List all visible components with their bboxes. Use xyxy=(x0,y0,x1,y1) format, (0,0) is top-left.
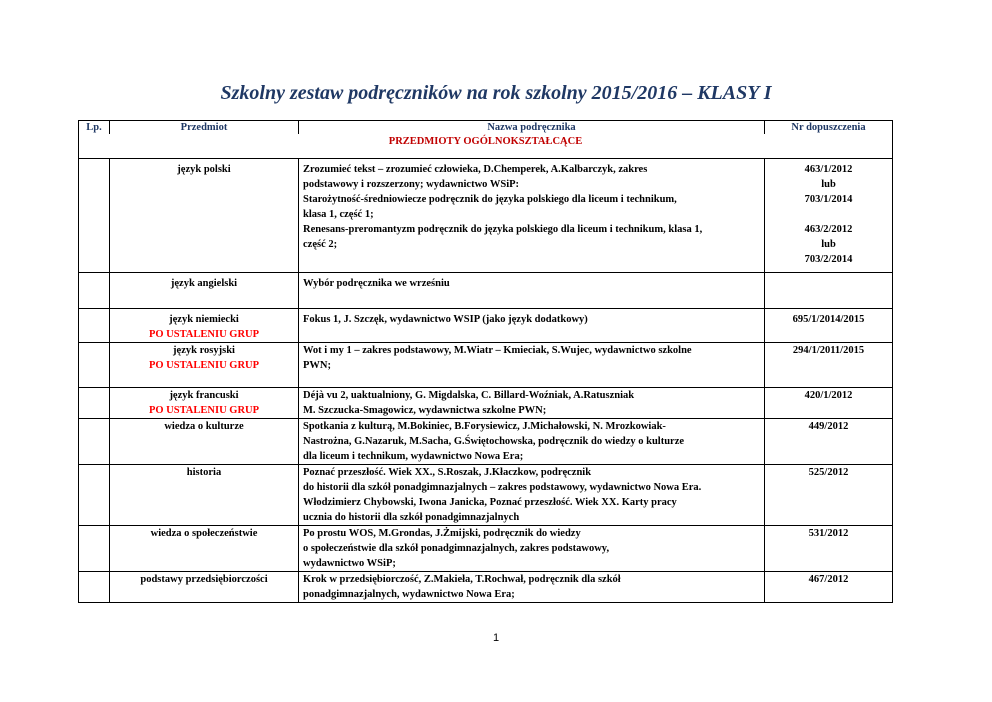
page-number: 1 xyxy=(492,632,500,644)
subject-cell: język angielski xyxy=(110,273,299,309)
table-row xyxy=(79,343,893,388)
book-line: ucznia do historii dla szkół ponadgimnazjalnych xyxy=(303,512,520,523)
book-cell xyxy=(299,273,765,309)
lp-cell xyxy=(79,309,110,343)
book-cell xyxy=(299,309,765,343)
book-line: Spotkania z kulturą, M.Bokiniec, B.Forysiewicz, J.Michałowski, N. Mrozkowiak- xyxy=(303,421,666,432)
document-title: Szkolny zestaw podręczników na rok szkolny 2015/2016 – KLASY I xyxy=(220,82,772,104)
book-line: klasa 1, część 1; xyxy=(303,209,374,220)
header-book: Nazwa podręcznika xyxy=(299,121,765,135)
nr-line: 420/1/2012 xyxy=(804,390,853,401)
textbook-table xyxy=(78,120,893,603)
book-cell xyxy=(299,526,765,572)
table-row xyxy=(79,526,893,572)
nr-line: 703/2/2014 xyxy=(804,254,853,265)
subject-cell: wiedza o społeczeństwie xyxy=(110,526,299,572)
table-row xyxy=(79,572,893,603)
book-cell xyxy=(299,419,765,465)
nr-cell xyxy=(765,465,893,526)
subject-cell xyxy=(110,343,299,388)
nr-cell xyxy=(765,419,893,465)
book-line: Nastrożna, G.Nazaruk, M.Sacha, G.Świętochowska, podręcznik do wiedzy o kulturze xyxy=(303,436,685,447)
book-line: PWN; xyxy=(303,360,331,371)
table-row xyxy=(79,465,893,526)
subject-cell xyxy=(110,309,299,343)
table-row xyxy=(79,159,893,273)
book-line: Poznać przeszłość. Wiek XX., S.Roszak, J.Kłaczkow, podręcznik xyxy=(303,467,592,478)
subject-cell: historia xyxy=(110,465,299,526)
header-lp: Lp. xyxy=(79,121,110,135)
nr-cell xyxy=(765,572,893,603)
subject-label: język niemiecki xyxy=(169,314,239,325)
subject-label: język francuski xyxy=(169,390,239,401)
subject-cell: język polski xyxy=(110,159,299,273)
nr-line: 467/2012 xyxy=(808,574,849,585)
book-line: Włodzimierz Chybowski, Iwona Janicka, Poznać przeszłość. Wiek XX. Karty pracy xyxy=(303,497,677,508)
book-line: Starożytność-średniowiecze podręcznik do języka polskiego dla liceum i technikum, xyxy=(303,194,677,205)
lp-cell xyxy=(79,343,110,388)
book-line: Déjà vu 2, uaktualniony, G. Migdalska, C. Billard-Woźniak, A.Ratuszniak xyxy=(303,390,635,401)
subject-cell: podstawy przedsiębiorczości xyxy=(110,572,299,603)
group-note: PO USTALENIU GRUP xyxy=(148,360,260,371)
table-row xyxy=(79,273,893,309)
header-subject: Przedmiot xyxy=(110,121,299,135)
section-title: PRZEDMIOTY OGÓLNOKSZTAŁCĄCE xyxy=(79,134,893,159)
header-row xyxy=(79,121,893,135)
group-note: PO USTALENIU GRUP xyxy=(148,405,260,416)
nr-cell xyxy=(765,526,893,572)
nr-line: 449/2012 xyxy=(808,421,849,432)
section-row xyxy=(79,134,893,159)
book-line: do historii dla szkół ponadgimnazjalnych – zakres podstawowy, wydawnictwo Nowa Era. xyxy=(303,482,702,493)
nr-line: 695/1/2014/2015 xyxy=(792,314,865,325)
lp-cell xyxy=(79,419,110,465)
nr-cell xyxy=(765,273,893,309)
book-line: Po prostu WOS, M.Grondas, J.Żmijski, podręcznik do wiedzy xyxy=(303,528,581,539)
book-cell xyxy=(299,388,765,419)
table-row xyxy=(79,309,893,343)
book-line: Wot i my 1 – zakres podstawowy, M.Wiatr – Kmieciak, S.Wujec, wydawnictwo szkolne xyxy=(303,345,692,356)
nr-cell xyxy=(765,159,893,273)
book-line: M. Szczucka-Smagowicz, wydawnictwa szkolne PWN; xyxy=(303,405,547,416)
lp-cell xyxy=(79,159,110,273)
nr-cell xyxy=(765,388,893,419)
header-nr: Nr dopuszczenia xyxy=(765,121,893,135)
book-cell xyxy=(299,465,765,526)
lp-cell xyxy=(79,273,110,309)
subject-label: język rosyjski xyxy=(173,345,235,356)
subject-cell xyxy=(110,388,299,419)
table-row xyxy=(79,388,893,419)
book-cell xyxy=(299,343,765,388)
book-line: ponadgimnazjalnych, wydawnictwo Nowa Era; xyxy=(303,589,515,600)
book-cell xyxy=(299,159,765,273)
book-line: Wybór podręcznika we wrześniu xyxy=(303,278,450,289)
nr-line: lub xyxy=(821,239,836,250)
lp-cell xyxy=(79,572,110,603)
nr-line: 531/2012 xyxy=(808,528,849,539)
book-line: Fokus 1, J. Szczęk, wydawnictwo WSIP (jako język dodatkowy) xyxy=(303,314,588,325)
nr-line: 703/1/2014 xyxy=(804,194,853,205)
nr-line: lub xyxy=(821,179,836,190)
lp-cell xyxy=(79,526,110,572)
book-line: podstawowy i rozszerzony; wydawnictwo WSiP: xyxy=(303,179,520,190)
book-line: część 2; xyxy=(303,239,338,250)
nr-line: 294/1/2011/2015 xyxy=(792,345,865,356)
group-note: PO USTALENIU GRUP xyxy=(148,329,260,340)
book-line: Renesans-preromantyzm podręcznik do języka polskiego dla liceum i technikum, klasa 1, xyxy=(303,224,703,235)
table-row xyxy=(79,419,893,465)
nr-line: 525/2012 xyxy=(808,467,849,478)
nr-line: 463/1/2012 xyxy=(804,164,853,175)
book-line: dla liceum i technikum, wydawnictwo Nowa Era; xyxy=(303,451,524,462)
book-line: wydawnictwo WSiP; xyxy=(303,558,396,569)
book-cell xyxy=(299,572,765,603)
nr-cell xyxy=(765,309,893,343)
book-line: Krok w przedsiębiorczość, Z.Makieła, T.Rochwał, podręcznik dla szkół xyxy=(303,574,621,585)
lp-cell xyxy=(79,388,110,419)
subject-cell: wiedza o kulturze xyxy=(110,419,299,465)
book-line: Zrozumieć tekst – zrozumieć człowieka, D.Chemperek, A.Kalbarczyk, zakres xyxy=(303,164,648,175)
nr-cell xyxy=(765,343,893,388)
book-line: o społeczeństwie dla szkół ponadgimnazjalnych, zakres podstawowy, xyxy=(303,543,610,554)
nr-line: 463/2/2012 xyxy=(804,224,853,235)
lp-cell xyxy=(79,465,110,526)
